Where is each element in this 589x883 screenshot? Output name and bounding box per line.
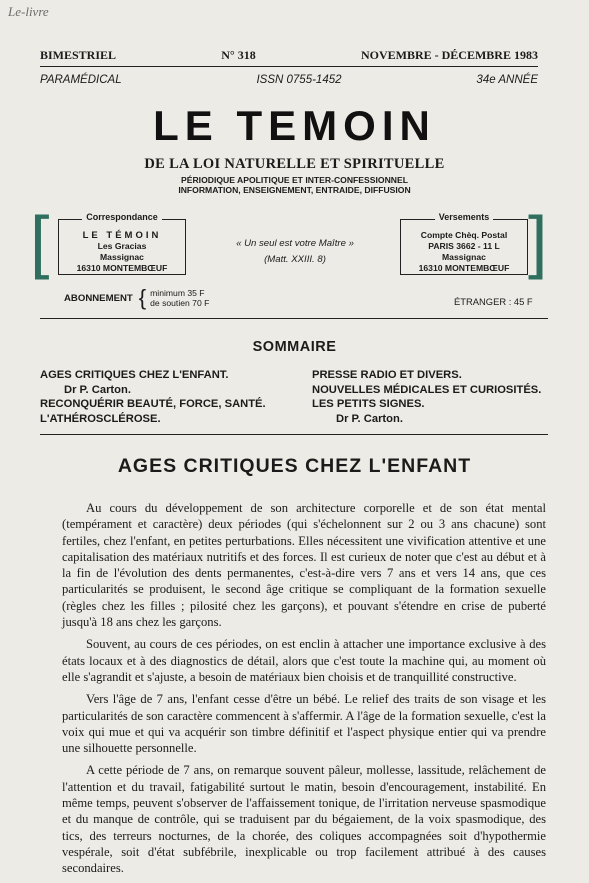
divider: [40, 434, 548, 435]
correspondance-label: Correspondance: [82, 212, 162, 222]
publication-subtitle: DE LA LOI NATURELLE ET SPIRITUELLE: [144, 156, 445, 172]
motto: [210, 236, 380, 268]
article-paragraph: Au cours du développement de son architecture corporelle et de son état mental (tempérament et caractère) deux périodes (qui s'échelonnent sur 2 ou 3 ans chacune) sont fertiles, chez l'enfant, en petites perturbations. Elles nécessitent une vivification attentive et une capitalisation des matériaux nutritifs et des forces. Il est curieux de noter que c'est au début et à la fin de l'évolution des dents permanentes, c'est-à-dire vers 7 ans et vers 14 ans, que ces particularités se produisent, le second âge critique se compliquant de la formation sexuelle (règles chez les filles ; pilosité chez les garçons), et pouvant s'étendre en crise de puberté jusqu'à 18 ans chez les garçons.: [62, 501, 546, 630]
abonnement-etranger: ÉTRANGER : 45 F: [454, 296, 533, 307]
divider: [40, 318, 548, 319]
motto-quote: « Un seul est votre Maître »: [236, 238, 354, 249]
masthead-top-row: [40, 48, 538, 63]
sommaire-title: SOMMAIRE: [252, 339, 337, 355]
sommaire-item: PRESSE RADIO ET DIVERS.: [312, 369, 462, 381]
left-bracket-icon: [: [30, 202, 50, 280]
correspondance-line-3: 16310 MONTEMBŒUF: [76, 263, 168, 273]
versements-line-4: 16310 MONTEMBŒUF: [418, 263, 510, 273]
article-paragraph: Vers l'âge de 7 ans, l'enfant cesse d'être un bébé. Le relief des traits de son visage et les particularités de son caractère commencent à s'affermir. A l'âge de la formation sexuelle, c'est la voix qui mue et qui va acquérir son timbre définitif et l'aspect physique entier qui va prendre une silhouette personnelle.: [62, 692, 546, 756]
sommaire-item: L'ATHÉROSCLÉROSE.: [40, 412, 161, 425]
sommaire-item: NOUVELLES MÉDICALES ET CURIOSITÉS.: [312, 383, 542, 396]
sommaire-right-column: [312, 368, 541, 426]
correspondance-box: [58, 212, 186, 275]
correspondance-line-1: Les Gracias: [97, 241, 147, 251]
issn: ISSN 0755-1452: [256, 74, 342, 86]
sommaire-author: Dr P. Carton.: [336, 412, 403, 425]
versements-line-3: Massignac: [442, 252, 486, 262]
divider: [40, 66, 538, 67]
publication-tagline: [0, 175, 589, 195]
publication-title: LE TEMOIN: [153, 102, 436, 149]
issue-date: NOVEMBRE - DÉCEMBRE 1983: [360, 48, 538, 62]
article-paragraph: Souvent, au cours de ces périodes, on est enclin à attacher une importance exclusive à des états locaux et à des diagnostics de détail, alors que c'est toute la machine qui, au moment où elle s'agrandit et s'ajuste, a besoin de matériaux bien choisis et de tranquillité constructive.: [62, 637, 546, 684]
versements-line-2: PARIS 3662 - 11 L: [428, 241, 500, 251]
abonnement-minimum: minimum 35 F: [150, 288, 205, 298]
frequency: BIMESTRIEL: [40, 48, 117, 62]
masthead-sub-row: [40, 74, 538, 86]
sommaire-item: RECONQUÉRIR BEAUTÉ, FORCE, SANTÉ.: [40, 398, 266, 410]
correspondance-name: LE TÉMOIN: [82, 230, 162, 241]
article-title: AGES CRITIQUES CHEZ L'ENFANT: [117, 455, 472, 477]
category: PARAMÉDICAL: [40, 74, 122, 86]
sommaire-item: AGES CRITIQUES CHEZ L'ENFANT.: [40, 369, 229, 381]
issue-number: N° 318: [221, 48, 256, 62]
versements-box: [400, 212, 528, 275]
abonnement: [64, 285, 210, 310]
motto-reference: (Matt. XXIII. 8): [264, 254, 326, 265]
article-body: [62, 500, 546, 883]
abonnement-soutien: de soutien 70 F: [150, 298, 210, 308]
versements-line-1: Compte Chèq. Postal: [420, 230, 508, 240]
sommaire-author: Dr P. Carton.: [64, 383, 131, 396]
right-bracket-icon: ]: [528, 202, 548, 280]
article-paragraph: A cette période de 7 ans, on remarque souvent pâleur, mollesse, lassitude, relâchement de l'attention et du travail, fatigabilité surtout le matin, besoin d'encouragement, instabilité. En même temps, peuvent s'observer de l'affaissement tonique, de l'irritation nerveuse spasmodique et du manque de contrôle, qui se traduisent par du bégaiement, de la voix spasmodique, des tics, des terreurs nocturnes, de la chorée, des coliques accompagnées soit d'hypothermie vespérale, soit d'état subfébrile, inexplicable ou trop facilement attribué à des causes secondaires.: [62, 763, 546, 876]
abonnement-label: ABONNEMENT: [64, 292, 133, 304]
sommaire-item: LES PETITS SIGNES.: [312, 398, 425, 410]
volume-year: 34e ANNÉE: [476, 74, 538, 86]
correspondance-line-2: Massignac: [100, 252, 144, 262]
versements-label: Versements: [435, 212, 494, 222]
tagline-line-2: INFORMATION, ENSEIGNEMENT, ENTRAIDE, DIFFUSION: [178, 185, 411, 195]
tagline-line-1: PÉRIODIQUE APOLITIQUE ET INTER-CONFESSIONNEL: [181, 175, 408, 185]
brace-icon: {: [138, 285, 147, 310]
sommaire-left-column: [40, 368, 266, 426]
watermark: Le-livre: [8, 4, 49, 19]
